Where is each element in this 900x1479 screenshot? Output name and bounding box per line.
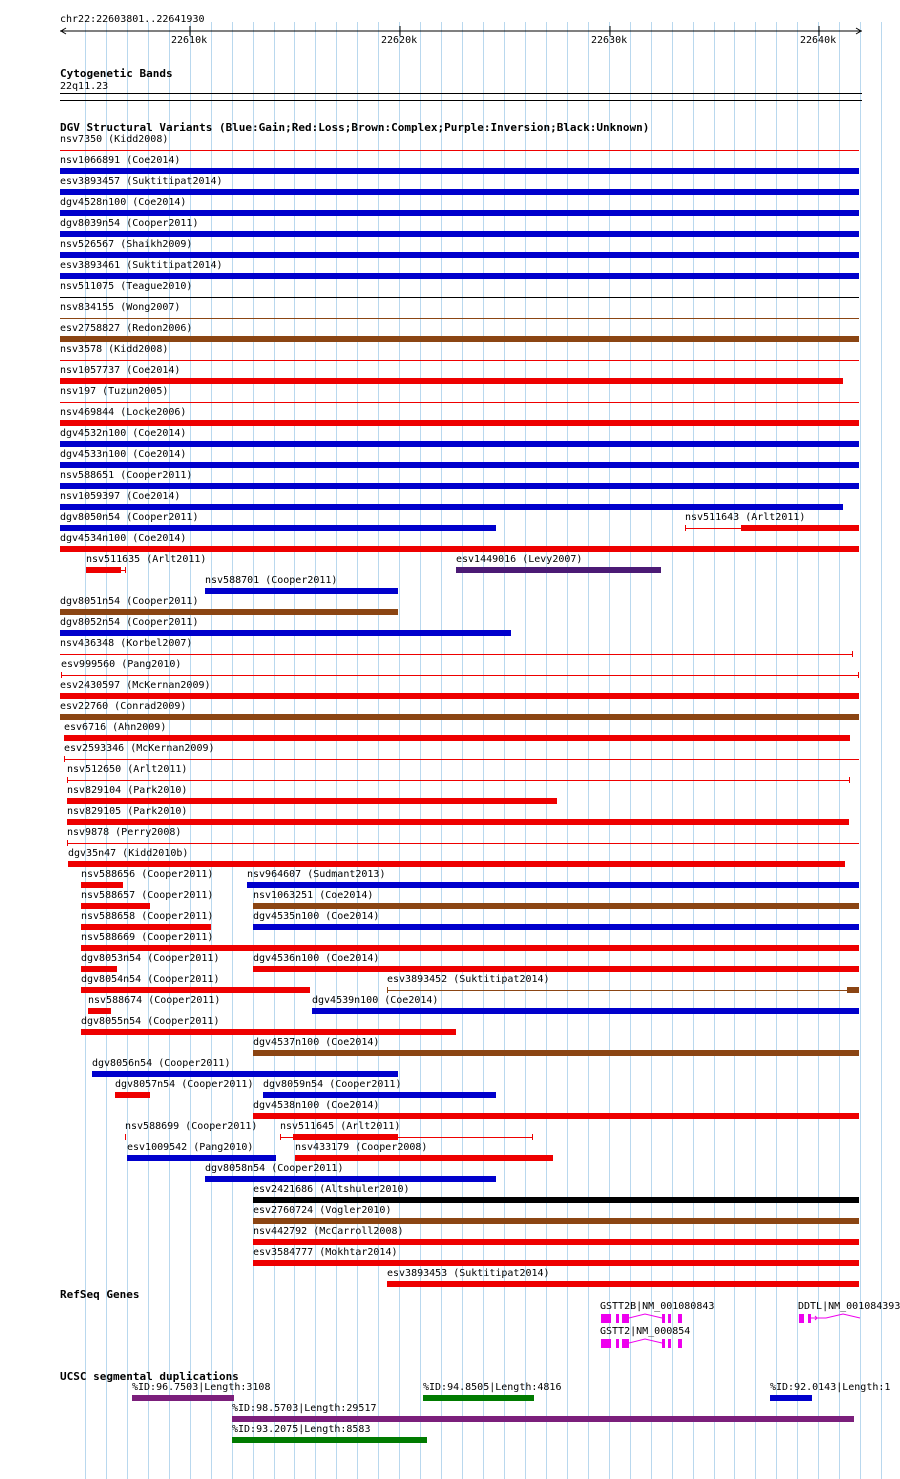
variant-bar[interactable]: [60, 150, 859, 151]
variant-bar[interactable]: [263, 1092, 496, 1098]
variant-bar[interactable]: [741, 525, 859, 531]
variant-label[interactable]: nsv1057737 (Coe2014): [60, 365, 181, 376]
variant-bar[interactable]: [847, 987, 859, 993]
variant-bar[interactable]: [205, 588, 398, 594]
variant-label[interactable]: dgv8057n54 (Cooper2011): [115, 1079, 254, 1090]
variant-bar[interactable]: [532, 1134, 533, 1140]
ruler-tick-label: 22640k: [800, 35, 837, 46]
variant-bar[interactable]: [64, 759, 859, 760]
variant-bar[interactable]: [81, 882, 123, 888]
variant-bar[interactable]: [60, 297, 859, 298]
variant-bar[interactable]: [61, 672, 62, 678]
variant-bar[interactable]: [849, 777, 850, 783]
variant-bar[interactable]: [60, 462, 859, 468]
gene-label[interactable]: GSTT2|NM_000854: [600, 1326, 691, 1337]
ruler-tick-label: 22610k: [171, 35, 208, 46]
variant-label[interactable]: nsv1066891 (Coe2014): [60, 155, 181, 166]
variant-bar[interactable]: [253, 966, 859, 972]
variant-bar[interactable]: [60, 714, 859, 720]
segdup-bar[interactable]: [132, 1395, 234, 1401]
variant-label[interactable]: esv6716 (Ahn2009): [64, 722, 167, 733]
variant-label[interactable]: nsv1063251 (Coe2014): [253, 890, 374, 901]
segdup-track-title[interactable]: UCSC segmental duplications: [60, 1370, 239, 1383]
variant-bar[interactable]: [60, 420, 859, 426]
variant-bar[interactable]: [81, 945, 859, 951]
variant-label[interactable]: esv3893453 (Suktitipat2014): [387, 1268, 550, 1279]
variant-bar[interactable]: [92, 1071, 398, 1077]
variant-label[interactable]: nsv829105 (Park2010): [67, 806, 188, 817]
segdup-bar[interactable]: [232, 1437, 427, 1443]
variant-bar[interactable]: [253, 903, 859, 909]
ruler-tick-label: 22630k: [591, 35, 628, 46]
variant-bar[interactable]: [253, 1239, 859, 1245]
variant-bar[interactable]: [60, 360, 859, 361]
variant-label[interactable]: esv2760724 (Vogler2010): [253, 1205, 392, 1216]
variant-label[interactable]: nsv526567 (Shaikh2009): [60, 239, 193, 250]
variant-bar[interactable]: [67, 819, 849, 825]
variant-label[interactable]: nsv436348 (Korbel2007): [60, 638, 193, 649]
variant-label[interactable]: esv2593346 (McKernan2009): [64, 743, 215, 754]
variant-label[interactable]: nsv588699 (Cooper2011): [125, 1121, 258, 1132]
variant-label[interactable]: dgv8052n54 (Cooper2011): [60, 617, 199, 628]
variant-bar[interactable]: [67, 843, 859, 844]
variant-bar[interactable]: [858, 672, 859, 678]
variant-bar[interactable]: [67, 840, 68, 846]
variant-label[interactable]: dgv8050n54 (Cooper2011): [60, 512, 199, 523]
segdup-label[interactable]: %ID:93.2075|Length:8583: [232, 1424, 371, 1435]
variant-label[interactable]: dgv4537n100 (Coe2014): [253, 1037, 380, 1048]
variant-bar[interactable]: [685, 528, 741, 529]
variant-label[interactable]: esv1449016 (Levy2007): [456, 554, 583, 565]
variant-bar[interactable]: [125, 1134, 126, 1140]
segdup-label[interactable]: %ID:98.5703|Length:29517: [232, 1403, 377, 1414]
variant-bar[interactable]: [60, 336, 859, 342]
variant-label[interactable]: esv3893452 (Suktitipat2014): [387, 974, 550, 985]
variant-label[interactable]: esv1009542 (Pang2010): [127, 1142, 254, 1153]
variant-bar[interactable]: [60, 378, 843, 384]
variant-label[interactable]: dgv4528n100 (Coe2014): [60, 197, 187, 208]
variant-bar[interactable]: [68, 861, 845, 867]
variant-bar[interactable]: [60, 189, 859, 195]
variant-label[interactable]: nsv964607 (Sudmant2013): [247, 869, 386, 880]
variant-label[interactable]: dgv8058n54 (Cooper2011): [205, 1163, 344, 1174]
segdup-bar[interactable]: [770, 1395, 812, 1401]
variant-bar[interactable]: [67, 798, 557, 804]
variant-bar[interactable]: [849, 735, 850, 741]
segdup-label[interactable]: %ID:94.8505|Length:4816: [423, 1382, 562, 1393]
gene-label[interactable]: DDTL|NM_001084393: [798, 1301, 900, 1312]
variant-bar[interactable]: [86, 567, 121, 573]
variant-bar[interactable]: [387, 1281, 859, 1287]
variant-bar[interactable]: [60, 252, 859, 258]
variant-label[interactable]: dgv4534n100 (Coe2014): [60, 533, 187, 544]
variant-label[interactable]: esv2430597 (McKernan2009): [60, 680, 211, 691]
variant-bar[interactable]: [60, 441, 859, 447]
variant-bar[interactable]: [64, 756, 65, 762]
variant-bar[interactable]: [253, 1197, 859, 1203]
variant-bar[interactable]: [60, 318, 859, 319]
variant-label[interactable]: nsv588656 (Cooper2011): [81, 869, 214, 880]
variant-bar[interactable]: [253, 924, 859, 930]
variant-label[interactable]: nsv834155 (Wong2007): [60, 302, 181, 313]
variant-bar[interactable]: [387, 990, 847, 991]
variant-label[interactable]: esv3893461 (Suktitipat2014): [60, 260, 223, 271]
variant-bar[interactable]: [81, 966, 117, 972]
variant-label[interactable]: nsv588658 (Cooper2011): [81, 911, 214, 922]
variant-label[interactable]: dgv8055n54 (Cooper2011): [81, 1016, 220, 1027]
variant-bar[interactable]: [60, 654, 852, 655]
variant-label[interactable]: dgv4539n100 (Coe2014): [312, 995, 439, 1006]
variant-label[interactable]: dgv4532n100 (Coe2014): [60, 428, 187, 439]
variant-bar[interactable]: [60, 609, 398, 615]
variant-label[interactable]: dgv8053n54 (Cooper2011): [81, 953, 220, 964]
dgv-track-title[interactable]: DGV Structural Variants (Blue:Gain;Red:Loss;Brown:Complex;Purple:Inversion;Black:Unknown): [60, 121, 650, 134]
cytoband-track-title[interactable]: Cytogenetic Bands: [60, 67, 173, 80]
variant-label[interactable]: nsv511643 (Arlt2011): [685, 512, 806, 523]
variant-label[interactable]: nsv433179 (Cooper2008): [295, 1142, 428, 1153]
variant-bar[interactable]: [253, 1260, 859, 1266]
variant-label[interactable]: nsv512650 (Arlt2011): [67, 764, 188, 775]
variant-bar[interactable]: [60, 630, 511, 636]
variant-label[interactable]: nsv511635 (Arlt2011): [86, 554, 207, 565]
variant-label[interactable]: nsv588657 (Cooper2011): [81, 890, 214, 901]
variant-bar[interactable]: [60, 231, 859, 237]
variant-bar[interactable]: [247, 882, 859, 888]
variant-label[interactable]: nsv511645 (Arlt2011): [280, 1121, 401, 1132]
variant-label[interactable]: nsv469844 (Locke2006): [60, 407, 187, 418]
variant-label[interactable]: esv3584777 (Mokhtar2014): [253, 1247, 398, 1258]
variant-label[interactable]: nsv3578 (Kidd2008): [60, 344, 169, 355]
cytoband-label: 22q11.23: [60, 81, 109, 92]
ruler-position: chr22:22603801..22641930: [60, 14, 205, 25]
variant-bar[interactable]: [253, 1113, 859, 1119]
variant-label[interactable]: esv2758827 (Redon2006): [60, 323, 193, 334]
variant-bar[interactable]: [115, 1092, 150, 1098]
variant-bar[interactable]: [205, 1176, 496, 1182]
variant-bar[interactable]: [125, 567, 126, 573]
segdup-label[interactable]: %ID:92.0143|Length:1: [770, 1382, 891, 1393]
variant-label[interactable]: dgv8039n54 (Cooper2011): [60, 218, 199, 229]
variant-bar[interactable]: [295, 1155, 553, 1161]
variant-bar[interactable]: [81, 903, 150, 909]
variant-label[interactable]: dgv4533n100 (Coe2014): [60, 449, 187, 460]
variant-bar[interactable]: [81, 987, 310, 993]
variant-bar[interactable]: [456, 567, 661, 573]
variant-label[interactable]: nsv442792 (McCarroll2008): [253, 1226, 404, 1237]
variant-bar[interactable]: [60, 525, 496, 531]
variant-label[interactable]: esv3893457 (Suktitipat2014): [60, 176, 223, 187]
variant-bar[interactable]: [61, 675, 858, 676]
variant-bar[interactable]: [88, 1008, 111, 1014]
variant-label[interactable]: esv2421686 (Altshuler2010): [253, 1184, 410, 1195]
variant-bar[interactable]: [67, 777, 68, 783]
ruler-tick-label: 22620k: [381, 35, 418, 46]
variant-label[interactable]: dgv8051n54 (Cooper2011): [60, 596, 199, 607]
variant-bar[interactable]: [60, 504, 843, 510]
variant-bar[interactable]: [60, 168, 859, 174]
variant-label[interactable]: nsv9878 (Perry2008): [67, 827, 182, 838]
variant-label[interactable]: dgv35n47 (Kidd2010b): [68, 848, 189, 859]
variant-bar[interactable]: [253, 1218, 859, 1224]
variant-bar[interactable]: [60, 402, 859, 403]
variant-label[interactable]: nsv588651 (Cooper2011): [60, 470, 193, 481]
variant-bar[interactable]: [64, 735, 850, 741]
variant-bar[interactable]: [60, 273, 859, 279]
variant-bar[interactable]: [253, 1050, 859, 1056]
variant-bar[interactable]: [60, 693, 859, 699]
variant-label[interactable]: dgv4535n100 (Coe2014): [253, 911, 380, 922]
variant-bar[interactable]: [293, 1134, 398, 1140]
variant-bar[interactable]: [312, 1008, 859, 1014]
segdup-bar[interactable]: [232, 1416, 854, 1422]
variant-label[interactable]: dgv4536n100 (Coe2014): [253, 953, 380, 964]
variant-bar[interactable]: [67, 780, 849, 781]
variant-bar[interactable]: [398, 1137, 532, 1138]
variant-bar[interactable]: [60, 546, 859, 552]
variant-label[interactable]: nsv829104 (Park2010): [67, 785, 188, 796]
segdup-bar[interactable]: [423, 1395, 534, 1401]
variant-label[interactable]: dgv8056n54 (Cooper2011): [92, 1058, 231, 1069]
variant-bar[interactable]: [852, 651, 853, 657]
variant-bar[interactable]: [127, 1155, 276, 1161]
variant-bar[interactable]: [64, 735, 65, 741]
variant-bar[interactable]: [280, 1137, 293, 1138]
variant-label[interactable]: nsv588669 (Cooper2011): [81, 932, 214, 943]
variant-label[interactable]: nsv7350 (Kidd2008): [60, 134, 169, 145]
variant-label[interactable]: nsv511075 (Teague2010): [60, 281, 193, 292]
variant-label[interactable]: esv999560 (Pang2010): [61, 659, 182, 670]
variant-label[interactable]: dgv4538n100 (Coe2014): [253, 1100, 380, 1111]
variant-label[interactable]: dgv8054n54 (Cooper2011): [81, 974, 220, 985]
variant-bar[interactable]: [81, 924, 211, 930]
variant-label[interactable]: nsv588674 (Cooper2011): [88, 995, 221, 1006]
variant-label[interactable]: nsv197 (Tuzun2005): [60, 386, 169, 397]
variant-label[interactable]: nsv588701 (Cooper2011): [205, 575, 338, 586]
variant-label[interactable]: nsv1059397 (Coe2014): [60, 491, 181, 502]
variant-label[interactable]: dgv8059n54 (Cooper2011): [263, 1079, 402, 1090]
variant-label[interactable]: esv22760 (Conrad2009): [60, 701, 187, 712]
refseq-track-title[interactable]: RefSeq Genes: [60, 1288, 140, 1301]
gene-label[interactable]: GSTT2B|NM_001080843: [600, 1301, 715, 1312]
variant-bar[interactable]: [60, 210, 859, 216]
segdup-label[interactable]: %ID:96.7503|Length:3108: [132, 1382, 271, 1393]
variant-bar[interactable]: [60, 483, 859, 489]
variant-bar[interactable]: [81, 1029, 456, 1035]
